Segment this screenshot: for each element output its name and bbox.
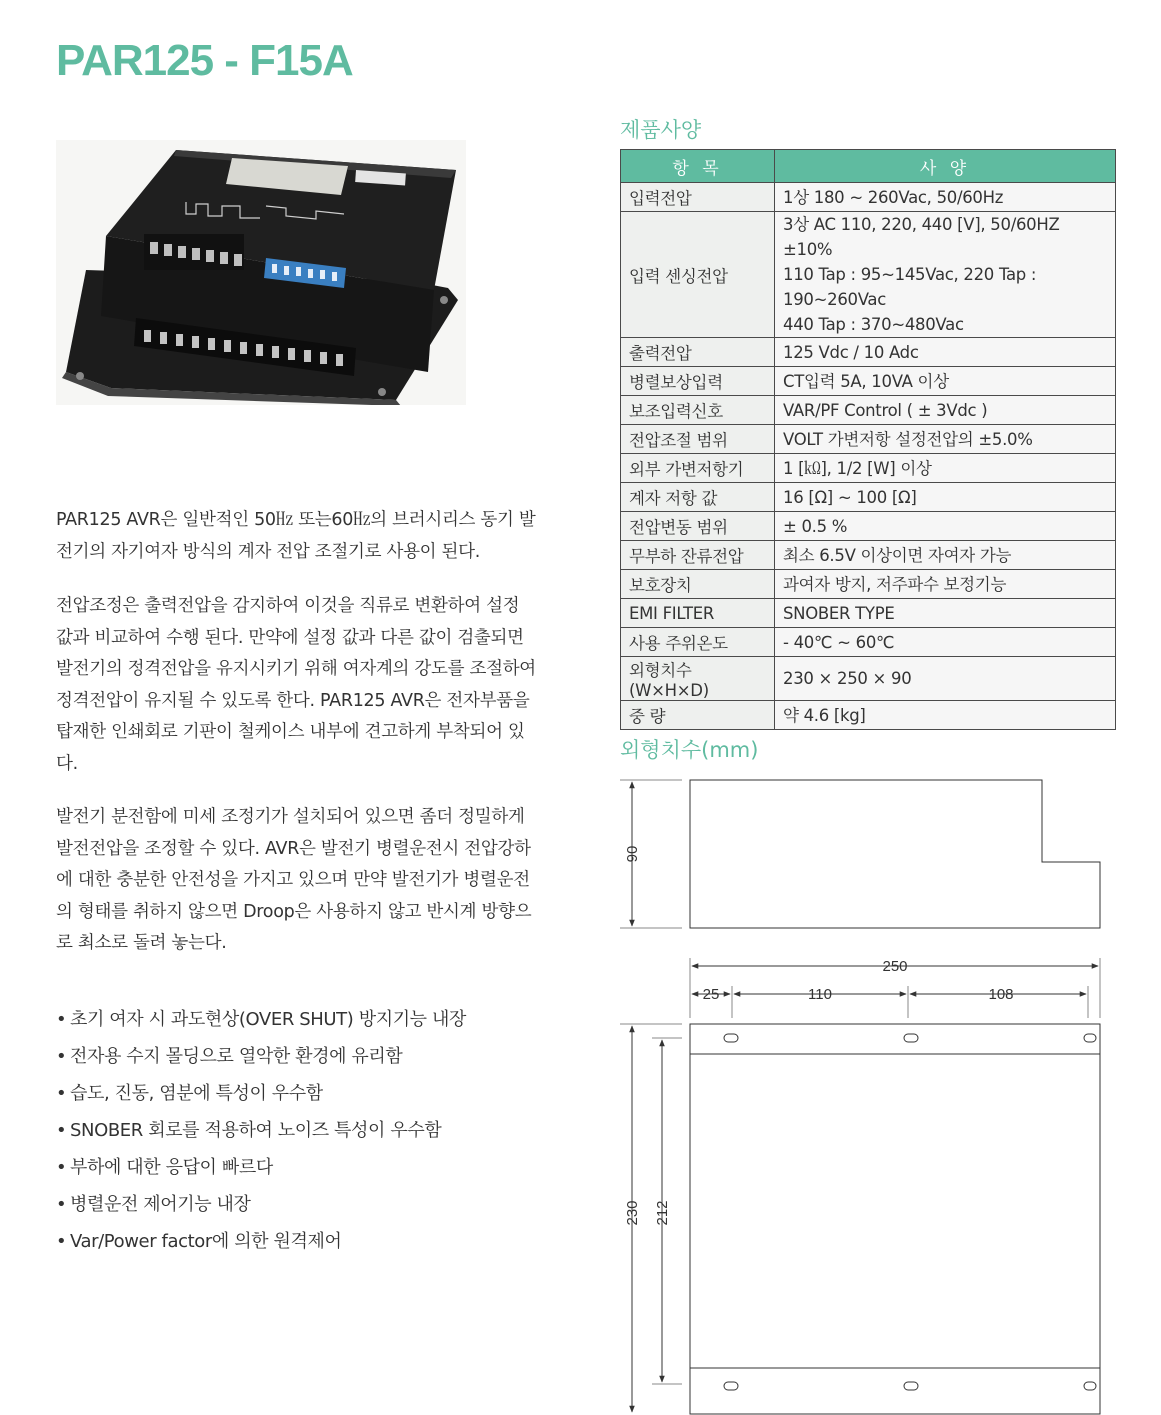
spec-label: 중 량	[621, 701, 775, 730]
dimension-heading: 외형치수(mm)	[620, 738, 759, 762]
parallel-paragraph: 발전기 분전함에 미세 조정기가 설치되어 있으면 좀더 정밀하게 발전전압을 조정할 수 있다. AVR은 발전기 병렬운전시 전압강하에 대한 충분한 안전성을 가지고 있으며 만약 발전기가 병렬운전의 형태를 취하지 않으면 Droop은 사용하지 않고 반시계 방향으로 최소로 돌려 놓는다.	[56, 807, 532, 953]
table-row	[621, 599, 1116, 628]
table-row	[621, 396, 1116, 425]
spec-label: 입력 센싱전압	[621, 212, 775, 338]
table-row	[621, 701, 1116, 730]
dimension-drawing	[612, 768, 1112, 1415]
spec-value-line: VOLT 가변저항 설정전압의 ±5.0%	[783, 429, 1033, 449]
spec-label: 사용 주위온도	[621, 628, 775, 657]
table-row	[621, 454, 1116, 483]
spec-value-line: 125 Vdc / 10 Adc	[783, 342, 919, 362]
spec-heading: 제품사양	[620, 118, 702, 142]
spec-value-line: 16 [Ω] ~ 100 [Ω]	[783, 487, 917, 507]
list-item: • 부하에 대한 응답이 빠르다	[56, 1157, 273, 1178]
table-row	[621, 212, 1116, 338]
spec-value	[775, 183, 1116, 212]
table-row	[621, 570, 1116, 599]
table-row	[621, 183, 1116, 212]
spec-value	[775, 212, 1116, 338]
dim-label-25: 25	[702, 986, 720, 1003]
spec-value	[775, 570, 1116, 599]
page-title: PAR125 - F15A	[56, 36, 353, 85]
spec-value-line: 약 4.6 [kg]	[783, 705, 866, 725]
spec-value-line: CT입력 5A, 10VA 이상	[783, 371, 949, 391]
spec-value	[775, 628, 1116, 657]
spec-label: 출력전압	[621, 338, 775, 367]
table-row	[621, 483, 1116, 512]
spec-header-row	[621, 150, 1116, 183]
list-item: • 전자용 수지 몰딩으로 열악한 환경에 유리함	[56, 1046, 403, 1067]
spec-label: 전압변동 범위	[621, 512, 775, 541]
feature-list	[56, 1001, 536, 1260]
spec-label: 전압조절 범위	[621, 425, 775, 454]
spec-value-line: 110 Tap : 95~145Vac, 220 Tap : 190~260Vac	[783, 265, 1037, 309]
spec-value-line: 3상 AC 110, 220, 440 [V], 50/60HZ ±10%	[783, 215, 1060, 259]
spec-value-line: SNOBER TYPE	[783, 603, 895, 623]
spec-label: EMI FILTER	[621, 599, 775, 628]
dim-label-250: 250	[882, 958, 908, 975]
list-item: • 병렬운전 제어기능 내장	[56, 1194, 251, 1215]
spec-value-line: VAR/PF Control ( ± 3Vdc )	[783, 400, 988, 420]
spec-table	[620, 149, 1116, 730]
spec-value-line: 과여자 방지, 저주파수 보정기능	[783, 574, 1007, 594]
dim-label-110: 110	[808, 986, 832, 1003]
list-item: • SNOBER 회로를 적용하여 노이즈 특성이 우수함	[56, 1120, 442, 1141]
table-row	[621, 541, 1116, 570]
spec-value-line: 최소 6.5V 이상이면 자여자 가능	[783, 545, 1012, 565]
spec-value	[775, 541, 1116, 570]
spec-value	[775, 454, 1116, 483]
spec-label: 보조입력신호	[621, 396, 775, 425]
spec-value-line: 230 × 250 × 90	[783, 669, 912, 688]
dim-label-212: 212	[654, 1200, 671, 1226]
table-row	[621, 338, 1116, 367]
list-item: • 초기 여자 시 과도현상(OVER SHUT) 방지기능 내장	[56, 1009, 466, 1030]
spec-label: 외부 가변저항기	[621, 454, 775, 483]
col-item-header: 항 목	[621, 150, 775, 183]
table-row	[621, 425, 1116, 454]
spec-value	[775, 599, 1116, 628]
spec-value	[775, 367, 1116, 396]
spec-value-line: ± 0.5 %	[783, 516, 848, 536]
spec-label: 보호장치	[621, 570, 775, 599]
spec-value	[775, 657, 1116, 701]
operation-paragraph: 전압조정은 출력전압을 감지하여 이것을 직류로 변환하여 설정 값과 비교하여 수행 된다. 만약에 설정 값과 다른 값이 검출되면 발전기의 정격전압을 유지시키기 위해 여자계의 강도를 조절하여 정격전압이 유지될 수 있도록 한다. PAR125 AVR은 전자부품을 탑재한 인쇄회로 기판이 철케이스 내부에 견고하게 부착되어 있다.	[56, 596, 536, 774]
spec-value	[775, 338, 1116, 367]
spec-label: 병렬보상입력	[621, 367, 775, 396]
spec-label: 입력전압	[621, 183, 775, 212]
dim-label-108: 108	[988, 986, 1014, 1003]
spec-value-line: - 40℃ ~ 60℃	[783, 632, 895, 652]
list-item: • Var/Power factor에 의한 원격제어	[56, 1231, 342, 1252]
dim-label-90: 90	[624, 845, 641, 863]
spec-label: 무부하 잔류전압	[621, 541, 775, 570]
spec-label: 계자 저항 값	[621, 483, 775, 512]
spec-value	[775, 425, 1116, 454]
spec-value	[775, 701, 1116, 730]
product-photo	[56, 140, 466, 405]
top-view-outline	[690, 1024, 1100, 1414]
spec-value	[775, 483, 1116, 512]
spec-value	[775, 512, 1116, 541]
table-row	[621, 628, 1116, 657]
spec-value-line: 440 Tap : 370~480Vac	[783, 315, 964, 334]
table-row	[621, 367, 1116, 396]
dim-label-230: 230	[624, 1200, 641, 1226]
spec-label: 외형치수(W×H×D)	[621, 657, 775, 701]
spec-value-line: 1 [㏀], 1/2 [W] 이상	[783, 458, 932, 478]
col-spec-header: 사 양	[775, 150, 1116, 183]
spec-value	[775, 396, 1116, 425]
table-row	[621, 657, 1116, 701]
table-row	[621, 512, 1116, 541]
spec-value-line: 1상 180 ~ 260Vac, 50/60Hz	[783, 187, 1004, 207]
side-view-outline	[690, 780, 1100, 928]
intro-paragraph: PAR125 AVR은 일반적인 50㎐ 또는60㎐의 브러시리스 동기 발전기의 자기여자 방식의 계자 전압 조절기로 사용이 된다.	[56, 510, 536, 562]
list-item: • 습도, 진동, 염분에 특성이 우수함	[56, 1083, 323, 1104]
